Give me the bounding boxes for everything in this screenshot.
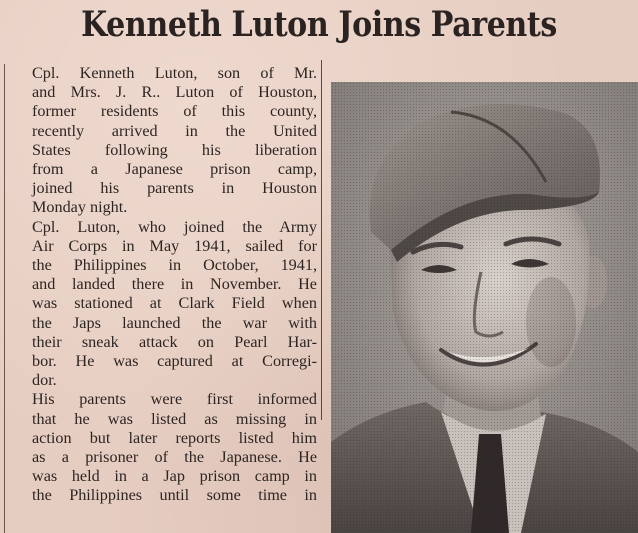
article-line: was stationed at Clark Field when xyxy=(32,294,317,313)
article-line: and landed there in November. He xyxy=(32,275,317,294)
article-line: that he was listed as missing in xyxy=(32,409,317,428)
article-line: joined his parents in Houston xyxy=(32,179,317,198)
article-paragraph-1 xyxy=(14,64,317,218)
article-line: the Japs launched the war with xyxy=(32,313,317,332)
article-line: Air Corps in May 1941, sailed for xyxy=(32,236,317,255)
article-line: the Philippines until some time in xyxy=(32,486,317,505)
article-line: recently arrived in the United xyxy=(32,121,317,140)
article-line: action but later reports listed him xyxy=(32,428,317,447)
article-line: was held in a Jap prison camp in xyxy=(32,467,317,486)
article-line: as a prisoner of the Japanese. He xyxy=(32,448,317,467)
article-line: from a Japanese prison camp, xyxy=(32,160,317,179)
article-line: Cpl. Kenneth Luton, son of Mr. xyxy=(32,64,317,82)
article-line: His parents were first informed xyxy=(32,390,317,409)
article-body xyxy=(14,64,317,506)
article-line: Cpl. Luton, who joined the Army xyxy=(32,217,317,236)
headline: Kenneth Luton Joins Parents xyxy=(81,4,557,45)
article-paragraph-2 xyxy=(14,218,317,391)
portrait-photo xyxy=(331,82,638,533)
article-line: former residents of this county, xyxy=(32,102,317,121)
article-line: States following his liberation xyxy=(32,140,317,159)
left-margin-rule xyxy=(4,64,5,533)
column-divider-rule xyxy=(321,60,322,420)
article-line: their sneak attack on Pearl Har- xyxy=(32,332,317,351)
article-line: bor. He was captured at Corregi- xyxy=(32,352,317,371)
article-line: dor. xyxy=(32,371,57,390)
article-line: the Philippines in October, 1941, xyxy=(32,256,317,275)
article-line: Monday night. xyxy=(32,198,128,217)
portrait-soldier-icon xyxy=(331,82,638,533)
article-line: and Mrs. J. R.. Luton of Houston, xyxy=(32,83,317,102)
article-paragraph-3 xyxy=(14,390,317,505)
